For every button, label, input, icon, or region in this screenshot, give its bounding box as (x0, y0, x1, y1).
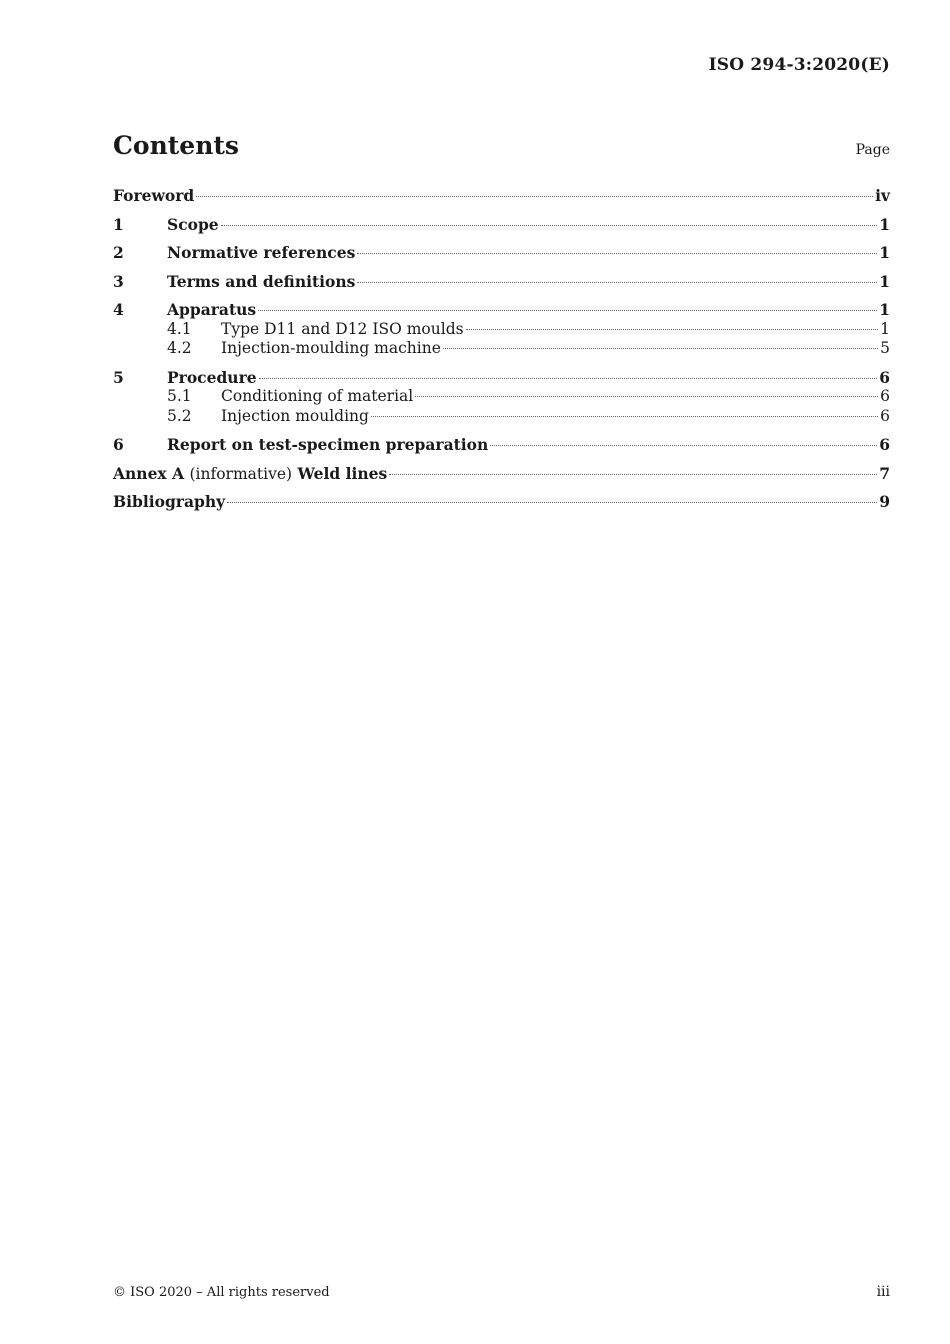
toc-entry-page: 1 (879, 214, 890, 234)
toc-entry-label: Procedure (167, 367, 257, 387)
dot-leader (196, 195, 873, 197)
toc-entry-number: 4.2 (167, 339, 192, 357)
toc-entry-number: 4 (113, 300, 124, 319)
footer-page-number: iii (876, 1284, 890, 1300)
toc-entry-label: Conditioning of material (221, 387, 414, 405)
dot-leader (415, 395, 878, 397)
contents-title: Contents (113, 131, 240, 160)
toc-entry-page: 5 (880, 339, 890, 357)
toc-entry-page: 6 (880, 406, 890, 425)
dot-leader (371, 415, 878, 417)
toc-entry-number: 5.2 (167, 406, 192, 425)
toc-subentry-injection-machine[interactable] (113, 339, 890, 359)
toc-entry-label: Apparatus (167, 300, 257, 319)
toc-subentry-moulds[interactable] (113, 320, 890, 340)
toc-entry-label: Terms and definitions (167, 271, 356, 291)
toc-entry-number: 5.1 (167, 387, 192, 405)
toc-entry-number: 1 (113, 214, 124, 234)
table-of-contents (113, 186, 890, 512)
toc-entry-label: Scope (167, 214, 219, 234)
document-id: ISO 294-3:2020(E) (708, 55, 890, 75)
toc-entry-page: 6 (879, 367, 890, 387)
dot-leader (258, 309, 877, 311)
toc-entry-page: 6 (880, 387, 890, 405)
toc-entry-procedure[interactable] (113, 368, 890, 388)
toc-entry-page: 1 (880, 319, 890, 338)
annex-prefix: Annex A (113, 463, 185, 483)
toc-entry-page: iv (875, 186, 890, 205)
dot-leader (259, 377, 878, 379)
footer-copyright: © ISO 2020 – All rights reserved (113, 1285, 330, 1300)
annex-type: (informative) (189, 464, 293, 483)
toc-entry-foreword[interactable] (113, 186, 890, 206)
dot-leader (490, 444, 877, 446)
annex-title: Weld lines (297, 463, 388, 483)
toc-entry-label: Type D11 and D12 ISO moulds (221, 319, 464, 338)
toc-entry-page: 9 (879, 492, 890, 511)
toc-entry-label: Foreword (113, 186, 195, 205)
dot-leader (357, 281, 877, 283)
dot-leader (389, 473, 877, 475)
toc-subentry-conditioning[interactable] (113, 387, 890, 407)
toc-entry-page: 1 (879, 243, 890, 262)
toc-entry-number: 4.1 (167, 319, 192, 338)
toc-entry-label: Injection moulding (221, 406, 369, 425)
dot-leader (466, 328, 879, 330)
dot-leader (443, 347, 878, 349)
toc-entry-page: 7 (879, 463, 890, 483)
toc-entry-page: 6 (879, 435, 890, 454)
dot-leader (221, 224, 878, 226)
toc-entry-label (113, 464, 387, 485)
dot-leader (357, 252, 877, 254)
toc-entry-label: Report on test-specimen preparation (167, 435, 489, 454)
toc-entry-report[interactable] (113, 435, 890, 455)
toc-entry-normative-references[interactable] (113, 243, 890, 263)
toc-entry-number: 2 (113, 243, 124, 262)
toc-entry-label: Normative references (167, 243, 356, 262)
toc-entry-page: 1 (879, 271, 890, 291)
toc-subentry-injection-moulding[interactable] (113, 407, 890, 427)
toc-entry-annex-a[interactable] (113, 464, 890, 484)
page-column-label: Page (855, 142, 890, 158)
toc-entry-apparatus[interactable] (113, 300, 890, 320)
toc-entry-label: Bibliography (113, 492, 226, 511)
toc-entry-scope[interactable] (113, 215, 890, 235)
toc-entry-label: Injection-moulding machine (221, 339, 441, 357)
toc-entry-number: 6 (113, 435, 124, 454)
toc-entry-terms-and-definitions[interactable] (113, 272, 890, 292)
toc-entry-number: 5 (113, 367, 124, 387)
toc-entry-bibliography[interactable] (113, 492, 890, 512)
toc-entry-page: 1 (879, 300, 890, 319)
toc-entry-number: 3 (113, 271, 124, 291)
dot-leader (227, 501, 877, 503)
